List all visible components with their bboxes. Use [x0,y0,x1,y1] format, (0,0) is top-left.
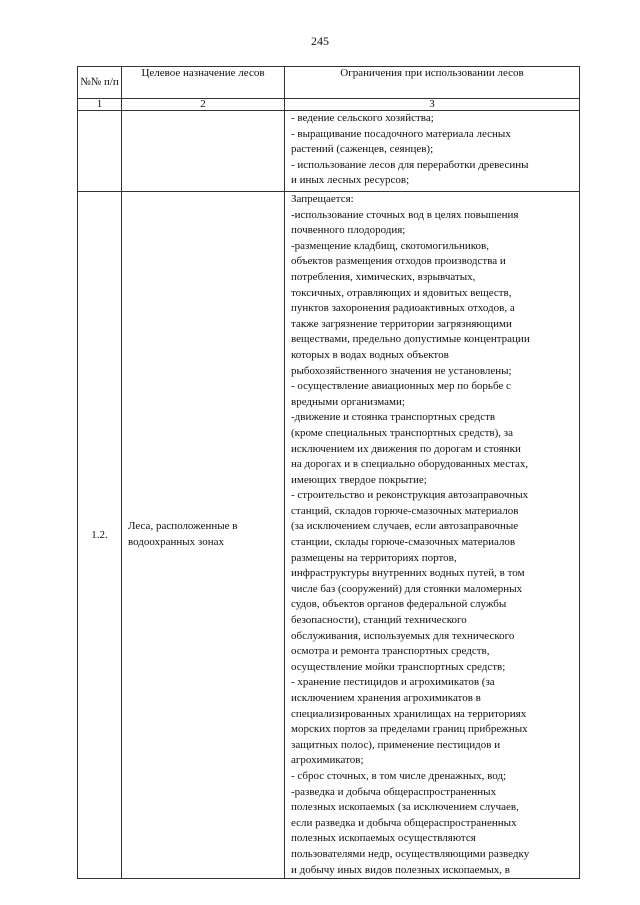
continuation-purpose-cell [122,111,285,192]
text-line: - осуществление авиационных мер по борьбе с [291,380,511,393]
text-line: станций, складов горюче-смазочных материалов [291,504,519,517]
continuation-number-cell [78,111,122,192]
header-purpose: Целевое назначение лесов [122,67,285,99]
text-line: и добычу иных видов полезных ископаемых, в [291,863,510,876]
text-line: агрохимикатов; [291,754,364,767]
text-line: почвенного плодородия; [291,224,406,237]
text-line: судов, объектов органов федеральной службы [291,598,507,611]
column-index-2: 2 [122,99,285,111]
text-line: (за исключением случаев, если автозаправочные [291,520,519,533]
text-line: и иных лесных ресурсов; [291,174,410,187]
text-line: (кроме специальных транспортных средств), за [291,426,513,439]
continuation-restrictions-cell [285,111,580,192]
text-line: имеющих твердое покрытие; [291,473,427,486]
text-line: специализированных хранилищах на территориях [291,707,527,720]
text-line: веществами, предельно допустимые концентрации [291,333,530,346]
text-line: потребления, химических, взрывчатых, [291,270,476,283]
text-line: - использование лесов для переработки древесины [291,158,529,171]
table-header-row [78,67,580,99]
text-line: - строительство и реконструкция автозаправочных [291,489,529,502]
text-line: если разведка и добыча общераспространенных [291,816,517,829]
text-line: объектов размещения отходов производства и [291,255,506,268]
text-line: растений (саженцев, сеянцев); [291,143,434,156]
text-line: вредными организмами; [291,395,405,408]
text-line: полезных ископаемых (за исключением случаев, [291,801,519,814]
text-line: Запрещается: [291,193,354,205]
text-line: токсичных, отравляющих и ядовитых веществ, [291,286,512,299]
text-line: осуществление мойки транспортных средств; [291,660,506,673]
text-line: обслуживания, используемых для технического [291,629,515,642]
text-line: -разведка и добыча общераспространенных [291,785,497,798]
header-restrictions: Ограничения при использовании лесов [285,67,580,99]
text-line: - сброс сточных, в том числе дренажных, вод; [291,769,507,782]
text-line: исключением их движения по дорогам и стоянки [291,442,521,455]
forest-restrictions-table [77,66,580,879]
text-line: осмотра и ремонта транспортных средств, [291,645,490,658]
text-line: -использование сточных вод в целях повышения [291,208,519,221]
column-index-1: 1 [78,99,122,111]
text-line: морских портов за пределами границ прибрежных [291,723,528,736]
text-line: размещены на территориях портов, [291,551,457,564]
text-line: числе баз (сооружений) для стоянки маломерных [291,582,523,595]
page-number: 245 [311,34,329,48]
text-line: которых в водах водных объектов [291,348,449,361]
text-line: станции, склады горюче-смазочных материалов [291,536,516,549]
text-line: защитных полос), применение пестицидов и [291,738,501,751]
text-line: пользователями недр, осуществляющими разведку [291,847,530,860]
header-number: №№ п/п [78,67,122,99]
table-row-continuation [78,111,580,192]
row-restrictions [285,192,580,879]
text-line: рыбохозяйственного значения не установлены; [291,364,512,377]
row-purpose: Леса, расположенные в водоохранных зонах [122,192,285,879]
text-line: -движение и стоянка транспортных средств [291,411,496,424]
text-line: безопасности), станций технического [291,614,467,627]
row-number: 1.2. [78,192,122,879]
text-line: пунктов захоронения радиоактивных отходов, а [291,302,515,315]
table-row-1-2 [78,192,580,879]
text-line: -размещение кладбищ, скотомогильников, [291,239,489,252]
text-line: на дорогах и в специально оборудованных местах, [291,458,529,471]
text-line: - выращивание посадочного материала лесных [291,127,511,140]
text-line: исключением хранения агрохимикатов в [291,692,481,704]
text-line: также загрязнение территории загрязняющими [291,317,512,330]
column-index-row [78,99,580,111]
text-line: - ведение сельского хозяйства; [291,112,434,124]
text-line: полезных ископаемых осуществляются [291,832,476,845]
text-line: - хранение пестицидов и агрохимикатов (за [291,676,495,689]
column-index-3: 3 [285,99,580,111]
text-line: инфраструктуры внутренних водных путей, в том [291,567,525,580]
